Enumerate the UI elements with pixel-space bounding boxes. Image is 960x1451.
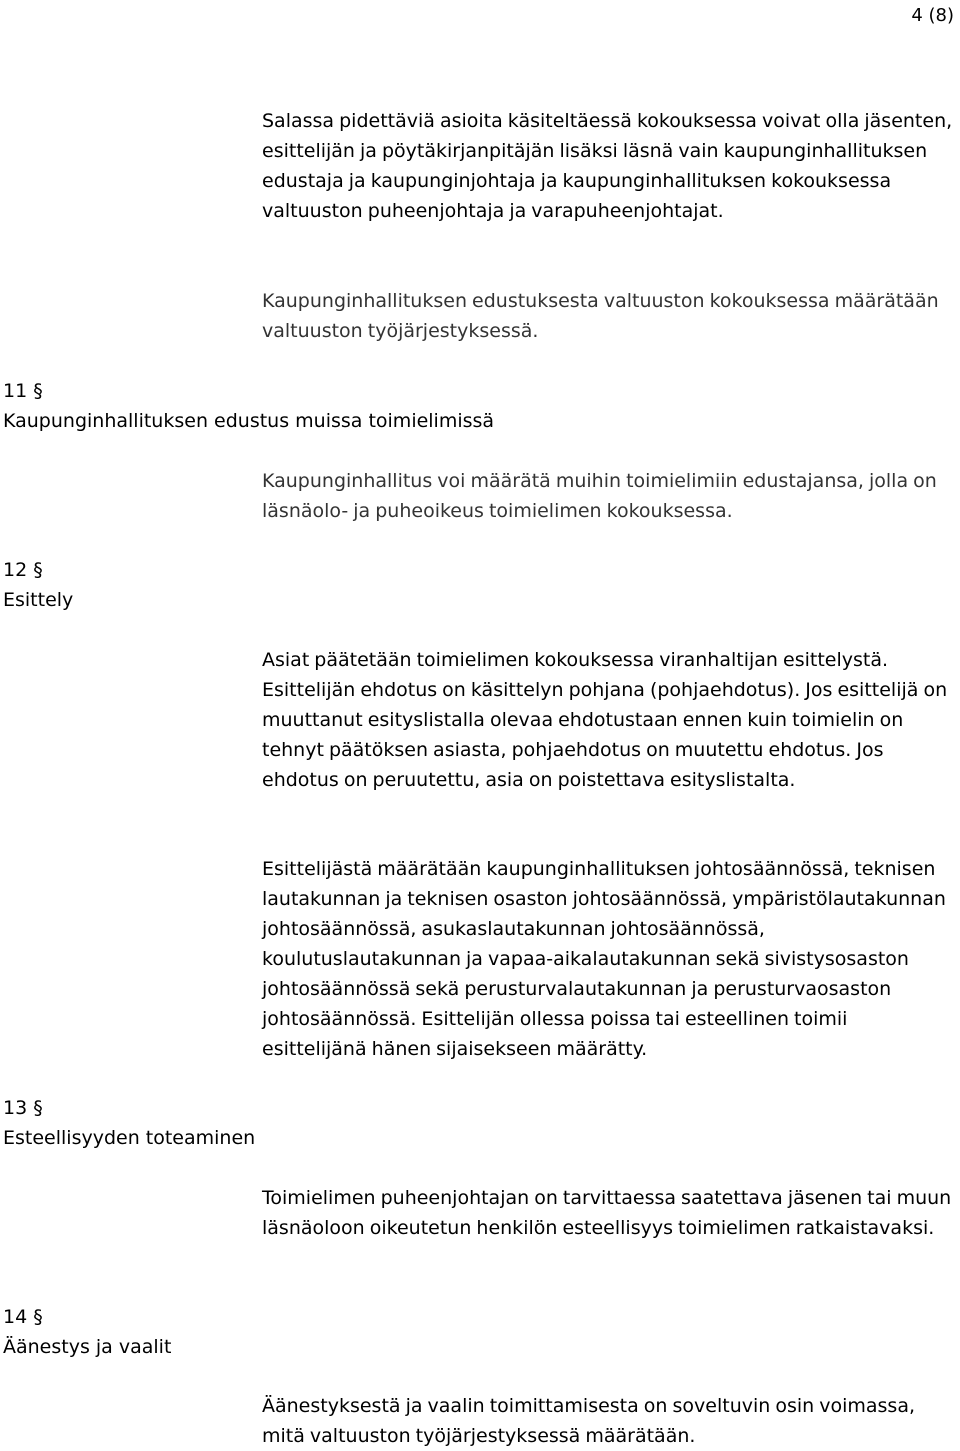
section-14-heading	[3, 1302, 703, 1362]
paragraph-presentation-basis: Asiat päätetään toimielimen kokouksessa viranhaltijan esittelystä. Esittelijän ehdotus on käsittelyn pohjana (pohjaehdotus). Jos esittelijä on muuttanut esityslistalla olevaa ehdotustaan ennen kuin toimielin on tehnyt päätöksen asiasta, pohjaehdotus on muutettu ehdotus. Jos ehdotus on peruutettu, asia on poistettava esityslistalta.	[262, 649, 948, 791]
section-number: 12 §	[3, 559, 43, 581]
page-number: 4 (8)	[911, 5, 954, 26]
paragraph-disqualification: Toimielimen puheenjohtajan on tarvittaessa saatettava jäsenen tai muun läsnäoloon oikeutetun henkilön esteellisyys toimielimen ratkaistavaksi.	[262, 1187, 952, 1239]
section-title: Äänestys ja vaalit	[3, 1336, 172, 1358]
paragraph-representation-other-bodies: Kaupunginhallitus voi määrätä muihin toimielimiin edustajansa, jolla on läsnäolo- ja puheoikeus toimielimen kokouksessa.	[262, 470, 937, 522]
paragraph-presenter-rules: Esittelijästä määrätään kaupunginhallituksen johtosäännössä, teknisen lautakunnan ja teknisen osaston johtosäännössä, ympäristölautakunnan johtosäännössä, asukaslautakunnan johtosäännössä, koulutuslautakunnan ja vapaa-aikalautakunnan sekä sivistysosaston johtosäännössä sekä perusturvalautakunnan ja perusturvaosaston johtosäännössä. Esittelijän ollessa poissa tai esteellinen toimii esittelijänä hänen sijaisekseen määrätty.	[262, 858, 946, 1060]
section-12-heading	[3, 555, 703, 615]
section-11-heading	[3, 376, 703, 436]
section-title: Esteellisyyden toteaminen	[3, 1127, 256, 1149]
paragraph-council-representation: Kaupunginhallituksen edustuksesta valtuuston kokouksessa määrätään valtuuston työjärjestyksessä.	[262, 290, 939, 342]
section-number: 14 §	[3, 1306, 43, 1328]
section-title: Kaupunginhallituksen edustus muissa toimielimissä	[3, 410, 495, 432]
section-13-heading	[3, 1093, 703, 1153]
section-number: 13 §	[3, 1097, 43, 1119]
paragraph-voting: Äänestyksestä ja vaalin toimittamisesta on soveltuvin osin voimassa, mitä valtuuston työjärjestyksessä määrätään.	[262, 1395, 916, 1447]
paragraph-secrecy-attendance: Salassa pidettäviä asioita käsiteltäessä kokouksessa voivat olla jäsenten, esittelijän ja pöytäkirjanpitäjän lisäksi läsnä vain kaupunginhallituksen edustaja ja kaupunginjohtaja ja kaupunginhallituksen kokouksessa valtuuston puheenjohtaja ja varapuheenjohtajat.	[262, 110, 953, 222]
section-number: 11 §	[3, 380, 43, 402]
section-title: Esittely	[3, 589, 74, 611]
